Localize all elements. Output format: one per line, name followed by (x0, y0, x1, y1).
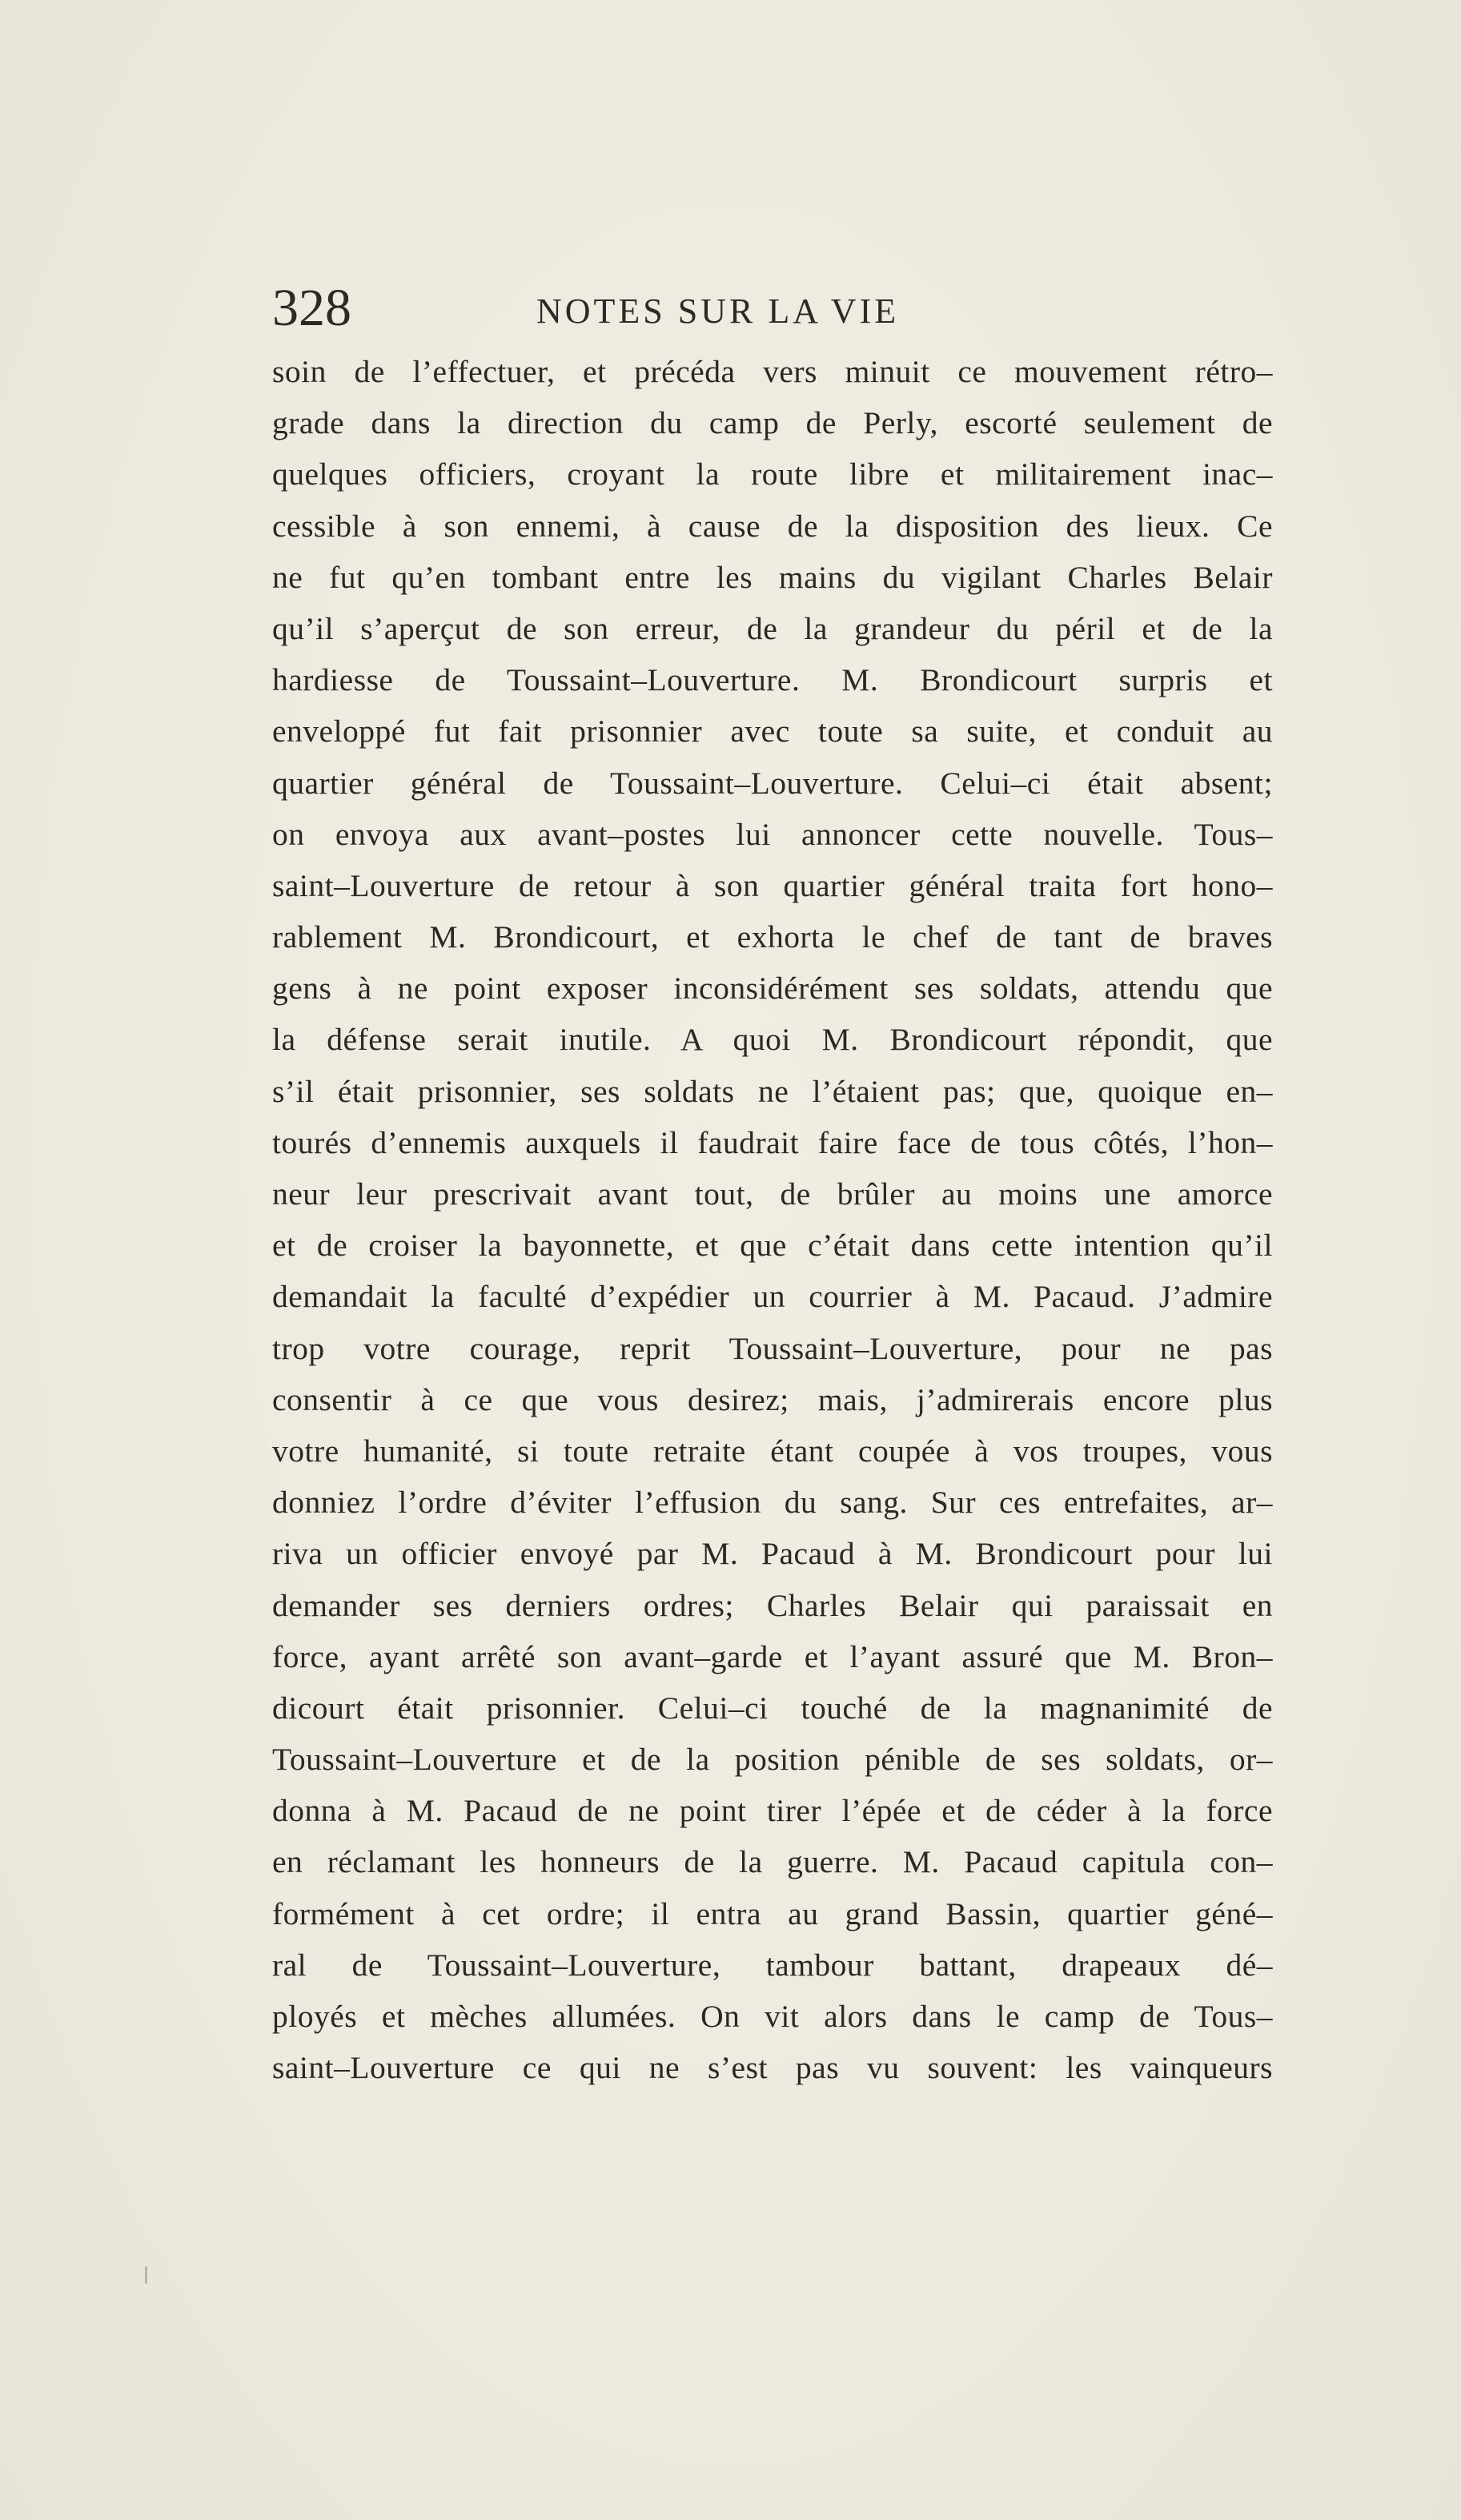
text-line: Toussaint–Louverture et de la position pénible de ses soldats, or– (272, 1742, 1273, 1778)
running-title: NOTES SUR LA VIE (536, 291, 900, 331)
text-line: formément à cet ordre; il entra au grand Bassin, quartier géné– (272, 1895, 1273, 1931)
text-line: saint–Louverture de retour à son quartier général traita fort hono– (272, 867, 1273, 903)
text-line: rablement M. Brondicourt, et exhorta le chef de tant de braves (272, 919, 1273, 955)
text-line: on envoya aux avant–postes lui annoncer cette nouvelle. Tous– (272, 816, 1273, 852)
text-line: tourés d’ennemis auxquels il faudrait faire face de tous côtés, l’hon– (272, 1124, 1273, 1160)
paper-speck (145, 2266, 147, 2284)
text-line: trop votre courage, reprit Toussaint–Louverture, pour ne pas (272, 1330, 1273, 1366)
text-line: riva un officier envoyé par M. Pacaud à M. Brondicourt pour lui (272, 1536, 1273, 1572)
text-line: gens à ne point exposer inconsidérément ses soldats, attendu que (272, 971, 1273, 1007)
text-line: s’il était prisonnier, ses soldats ne l’étaient pas; que, quoique en– (272, 1073, 1273, 1109)
text-line: grade dans la direction du camp de Perly, escorté seulement de (272, 405, 1273, 441)
text-line: donniez l’ordre d’éviter l’effusion du sang. Sur ces entrefaites, ar– (272, 1485, 1273, 1521)
text-line: soin de l’effectuer, et précéda vers minuit ce mouvement rétro– (272, 354, 1273, 389)
text-line: consentir à ce que vous desirez; mais, j’admirerais encore plus (272, 1381, 1273, 1417)
page-header (272, 276, 1265, 340)
text-line: en réclamant les honneurs de la guerre. M. Pacaud capitula con– (272, 1844, 1273, 1880)
body-text (272, 346, 1273, 2093)
text-line: force, ayant arrêté son avant–garde et l’ayant assuré que M. Bron– (272, 1638, 1273, 1674)
text-line: neur leur prescrivait avant tout, de brûler au moins une amorce (272, 1176, 1273, 1212)
text-line: donna à M. Pacaud de ne point tirer l’épée et de céder à la force (272, 1793, 1273, 1829)
text-line: quelques officiers, croyant la route libre et militairement inac– (272, 456, 1273, 492)
text-line: qu’il s’aperçut de son erreur, de la grandeur du péril et de la (272, 610, 1273, 646)
text-line: saint–Louverture ce qui ne s’est pas vu souvent: les vainqueurs (272, 2050, 1273, 2086)
text-line: ral de Toussaint–Louverture, tambour battant, drapeaux dé– (272, 1947, 1273, 1983)
text-line: cessible à son ennemi, à cause de la disposition des lieux. Ce (272, 508, 1273, 544)
text-line: ployés et mèches allumées. On vit alors dans le camp de Tous– (272, 1999, 1273, 2034)
text-line: enveloppé fut fait prisonnier avec toute sa suite, et conduit au (272, 713, 1273, 750)
text-line: dicourt était prisonnier. Celui–ci touché de la magnanimité de (272, 1690, 1273, 1726)
text-line: demandait la faculté d’expédier un courrier à M. Pacaud. J’admire (272, 1279, 1273, 1315)
text-line: demander ses derniers ordres; Charles Belair qui paraissait en (272, 1587, 1273, 1623)
page-number: 328 (272, 279, 351, 337)
text-line: hardiesse de Toussaint–Louverture. M. Brondicourt surpris et (272, 662, 1273, 698)
text-line: votre humanité, si toute retraite étant coupée à vos troupes, vous (272, 1433, 1273, 1469)
text-line: ne fut qu’en tombant entre les mains du vigilant Charles Belair (272, 559, 1273, 595)
text-line: quartier général de Toussaint–Louverture. Celui–ci était absent; (272, 765, 1273, 801)
text-line: la défense serait inutile. A quoi M. Brondicourt répondit, que (272, 1022, 1273, 1058)
text-line: et de croiser la bayonnette, et que c’était dans cette intention qu’il (272, 1228, 1273, 1264)
